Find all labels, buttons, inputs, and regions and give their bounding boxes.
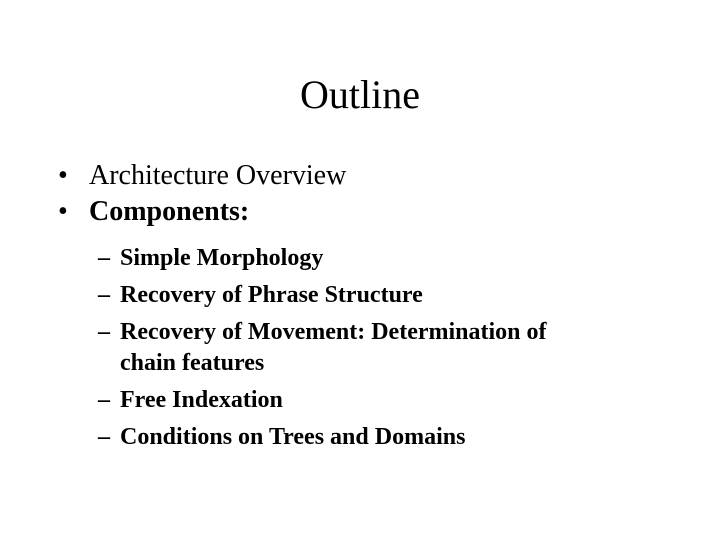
- sub-bullet-free-indexation: [98, 385, 698, 416]
- dash-marker: –: [98, 319, 110, 345]
- sub-bullet-text: Free Indexation: [120, 387, 283, 413]
- sub-bullet-text: Conditions on Trees and Domains: [120, 424, 466, 450]
- bullet-list: [58, 158, 698, 230]
- sub-bullet-text: Simple Morphology: [120, 245, 324, 271]
- bullet-text: Components:: [89, 196, 250, 227]
- bullet-item-components: [58, 194, 698, 230]
- sub-bullet-text: Recovery of Phrase Structure: [120, 282, 423, 308]
- bullet-item-architecture-overview: [58, 158, 698, 194]
- sub-bullet-phrase-structure: [98, 280, 698, 311]
- sub-bullet-text-line-2: chain features: [120, 350, 265, 376]
- sub-bullet-text-line-1: Recovery of Movement: Determination of: [120, 319, 547, 345]
- dash-marker: –: [98, 424, 110, 450]
- sub-bullet-movement: [98, 317, 698, 379]
- bullet-marker: •: [58, 196, 68, 227]
- bullet-marker: •: [58, 160, 68, 191]
- slide-title: Outline: [300, 72, 420, 117]
- dash-marker: –: [98, 387, 110, 413]
- sub-bullet-list: [98, 243, 698, 459]
- dash-marker: –: [98, 245, 110, 271]
- sub-bullet-simple-morphology: [98, 243, 698, 274]
- dash-marker: –: [98, 282, 110, 308]
- sub-bullet-conditions: [98, 422, 698, 453]
- bullet-text: Architecture Overview: [89, 160, 347, 191]
